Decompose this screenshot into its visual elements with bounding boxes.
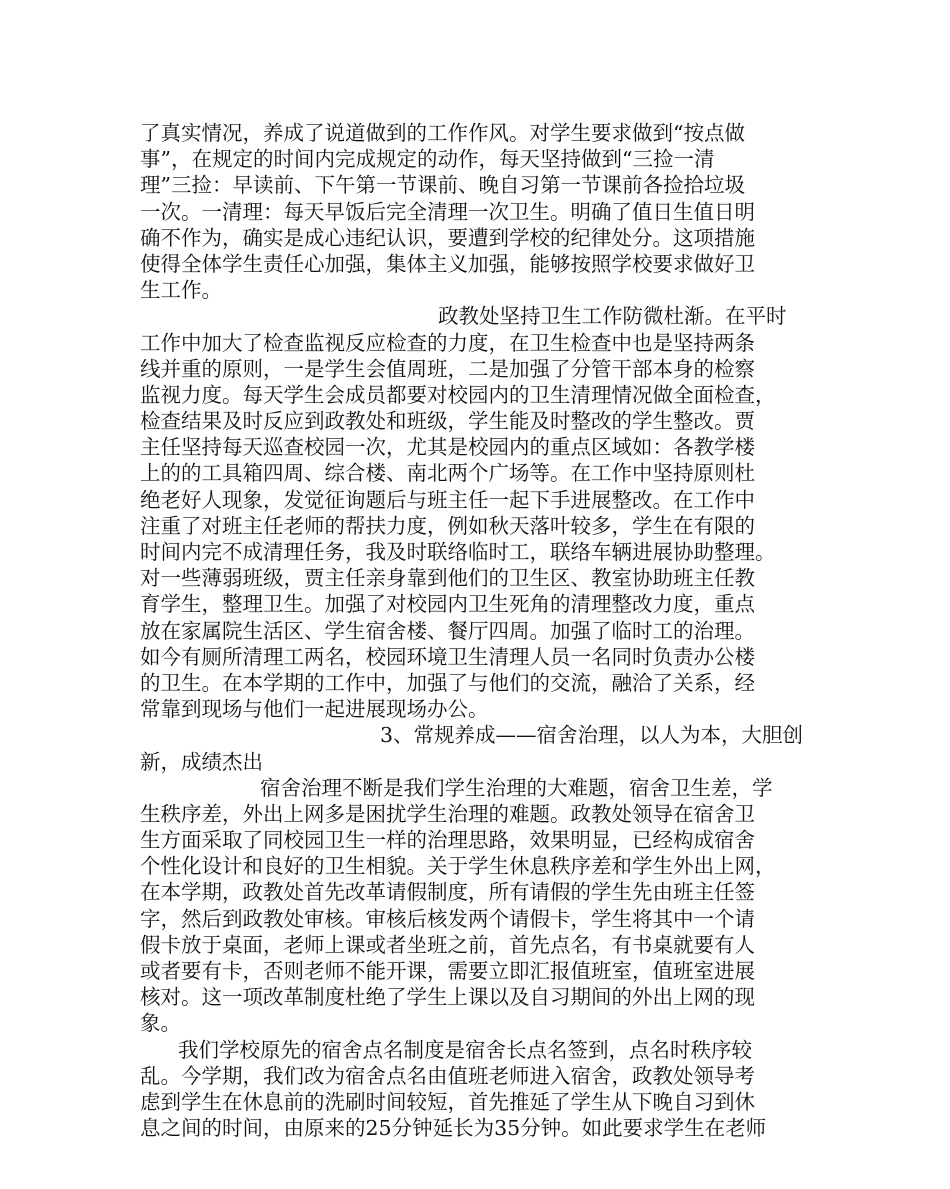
text-line: 个性化设计和良好的卫生相貌。关于学生休息秩序差和学生外出上网， [140,854,776,879]
paragraph-start-line: 宿舍治理不断是我们学生治理的大难题，宿舍卫生差，学 [260,775,773,800]
text-line: 了真实情况，养成了说道做到的工作作风。对学生要求做到“按点做 [140,121,745,145]
paragraph-start-line: 我们学校原先的宿舍点名制度是宿舍长点名签到，点名时秩序较 [178,1037,752,1062]
text-line: 常靠到现场与他们一起进展现场办公。 [140,697,489,722]
text-line: 确不作为，确实是成心违纪认识，要遭到学校的纪律处分。这项措施 [140,225,755,250]
text-line: 如今有厕所清理工两名，校园环境卫生清理人员一名同时负责办公楼 [140,644,755,669]
text-line: 息之间的时间，由原来的25分钟延长为35分钟。如此要求学生在老师 [140,1116,767,1141]
text-line: 工作中加大了检查监视反应检查的力度，在卫生检查中也是坚持两条 [140,330,755,355]
text-line: 放在家属院生活区、学生宿舍楼、餐厅四周。加强了临时工的治理。 [140,618,755,643]
text-line: 或者要有卡，否则老师不能开课，需要立即汇报值班室，值班室进展 [140,959,755,983]
text-line: 字，然后到政教处审核。审核后核发两个请假卡，学生将其中一个请 [140,906,755,931]
text-line: 线并重的原则，一是学生会值周班，二是加强了分管干部本身的检察 [140,356,755,381]
text-line: 事”，在规定的时间内完成规定的动作，每天坚持做到“三捡一清 [140,147,715,172]
text-line: 的卫生。在本学期的工作中，加强了与他们的交流，融洽了关系，经 [140,670,755,695]
text-line: 监视力度。每天学生会成员都要对校园内的卫生清理情况做全面检查， [140,382,776,407]
text-line: 在本学期，政教处首先改革请假制度，所有请假的学生先由班主任签 [140,880,755,905]
text-line: 对一些薄弱班级，贾主任亲身靠到他们的卫生区、教室协助班主任教 [140,566,755,591]
text-line: 理”三捡：早读前、下午第一节课前、晚自习第一节课前各捡拾垃圾 [140,173,745,198]
paragraph-start-line: 政教处坚持卫生工作防微杜渐。在平时 [438,304,787,329]
text-line: 一次。一清理：每天早饭后完全清理一次卫生。明确了值日生值日明 [140,199,755,224]
text-line: 注重了对班主任老师的帮扶力度，例如秋天落叶较多，学生在有限的 [140,513,755,538]
text-line: 上的的工具箱四周、综合楼、南北两个广场等。在工作中坚持原则杜 [140,461,755,486]
text-line: 生秩序差，外出上网多是困扰学生治理的难题。政教处领导在宿舍卫 [140,801,755,826]
text-line: 主任坚持每天巡查校园一次，尤其是校园内的重点区域如：各教学楼 [140,435,755,460]
text-line: 绝老好人现象，发觉征询题后与班主任一起下手进展整改。在工作中 [140,487,755,512]
text-line: 生工作。 [140,278,222,303]
text-line: 生方面采取了同校园卫生一样的治理思路，效果明显，已经构成宿舍 [140,828,755,853]
text-line: 使得全体学生责任心加强，集体主义加强，能够按照学校要求做好卫 [140,251,755,276]
text-line: 假卡放于桌面，老师上课或者坐班之前，首先点名，有书桌就要有人 [140,932,755,957]
text-line: 检查结果及时反应到政教处和班级，学生能及时整改的学生整改。贾 [140,409,755,434]
text-line: 核对。这一项改革制度杜绝了学生上课以及自习期间的外出上网的现 [140,985,755,1010]
text-line: 虑到学生在休息前的洗刷时间较短，首先推延了学生从下晚自习到休 [140,1089,755,1114]
section-heading-line: 3、常规养成——宿舍治理，以人为本，大胆创 [380,723,804,748]
text-line: 时间内完不成清理任务，我及时联络临时工，联络车辆进展协助整理。 [140,540,776,564]
text-line: 象。 [140,1011,181,1036]
body-text [140,120,840,1141]
text-line: 乱。今学期，我们改为宿舍点名由值班老师进入宿舍，政教处领导考 [140,1063,755,1088]
section-heading-line: 新，成绩杰出 [140,749,263,774]
text-line: 育学生，整理卫生。加强了对校园内卫生死角的清理整改力度，重点 [140,592,755,617]
